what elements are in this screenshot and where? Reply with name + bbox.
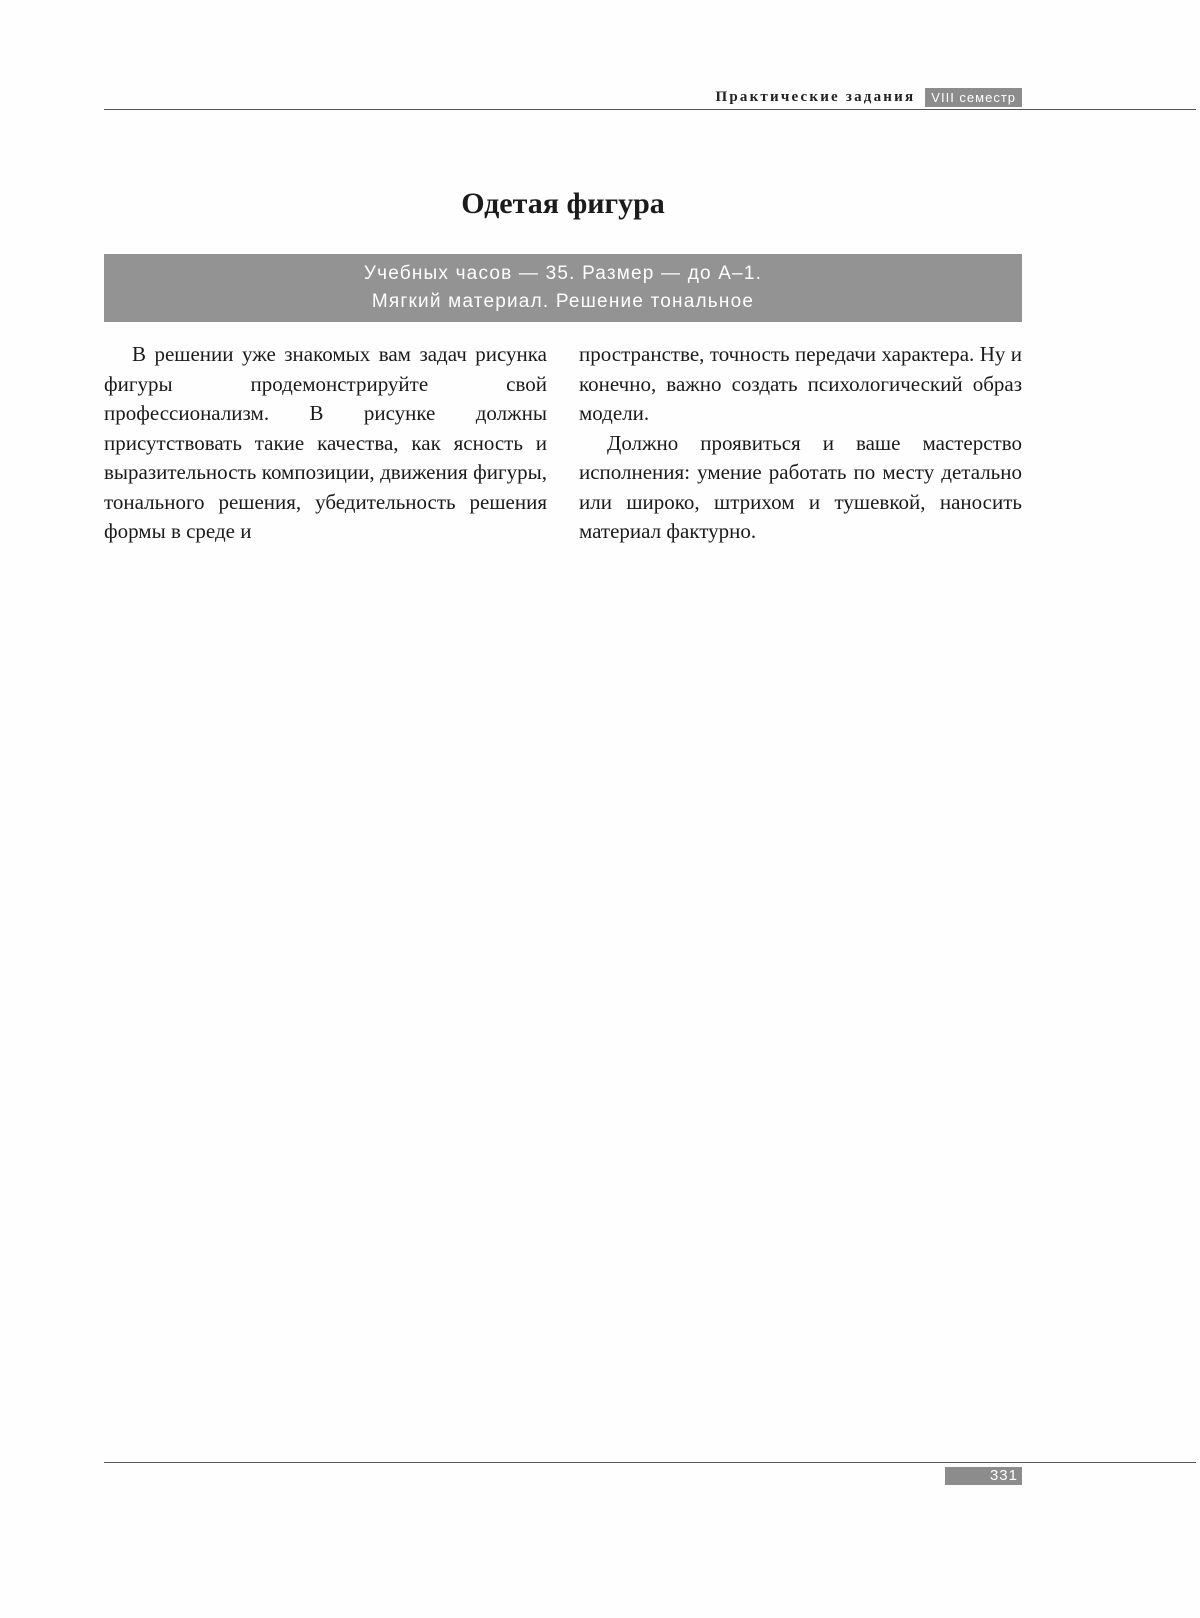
column-right [579,340,1022,547]
body-text [104,340,1022,547]
paragraph-1: В решении уже знакомых вам задач рисунка фигуры продемонстрируйте свой профессионализм. В рисунке должны присутствовать такие качества, как ясность и выразительность композиции, движения фигуры, тонального решения, убедительность решения формы в среде и [104,342,547,543]
semester-badge: VIII семестр [925,88,1022,107]
meta-line-2: Мягкий материал. Решение тональное [371,291,755,312]
paragraph-1-continued: пространстве, точность передачи характера. Ну и конечно, важно создать психологический образ модели. [579,342,1022,425]
column-left [104,340,547,547]
meta-line-1: Учебных часов — 35. Размер — до А–1. [363,263,763,284]
running-header [0,88,1022,107]
page-number: 331 [945,1467,1022,1485]
page-title: Одетая фигура [461,187,665,220]
header-rule [104,109,1196,110]
assignment-meta-box [104,254,1022,322]
paragraph-2: Должно проявиться и ваше мастерство исполнения: умение работать по месту детально или широко, штрихом и тушевкой, наносить материал фактурно. [579,430,1022,543]
header-section-title: Практические задания [715,89,916,105]
footer-rule [104,1462,1196,1463]
